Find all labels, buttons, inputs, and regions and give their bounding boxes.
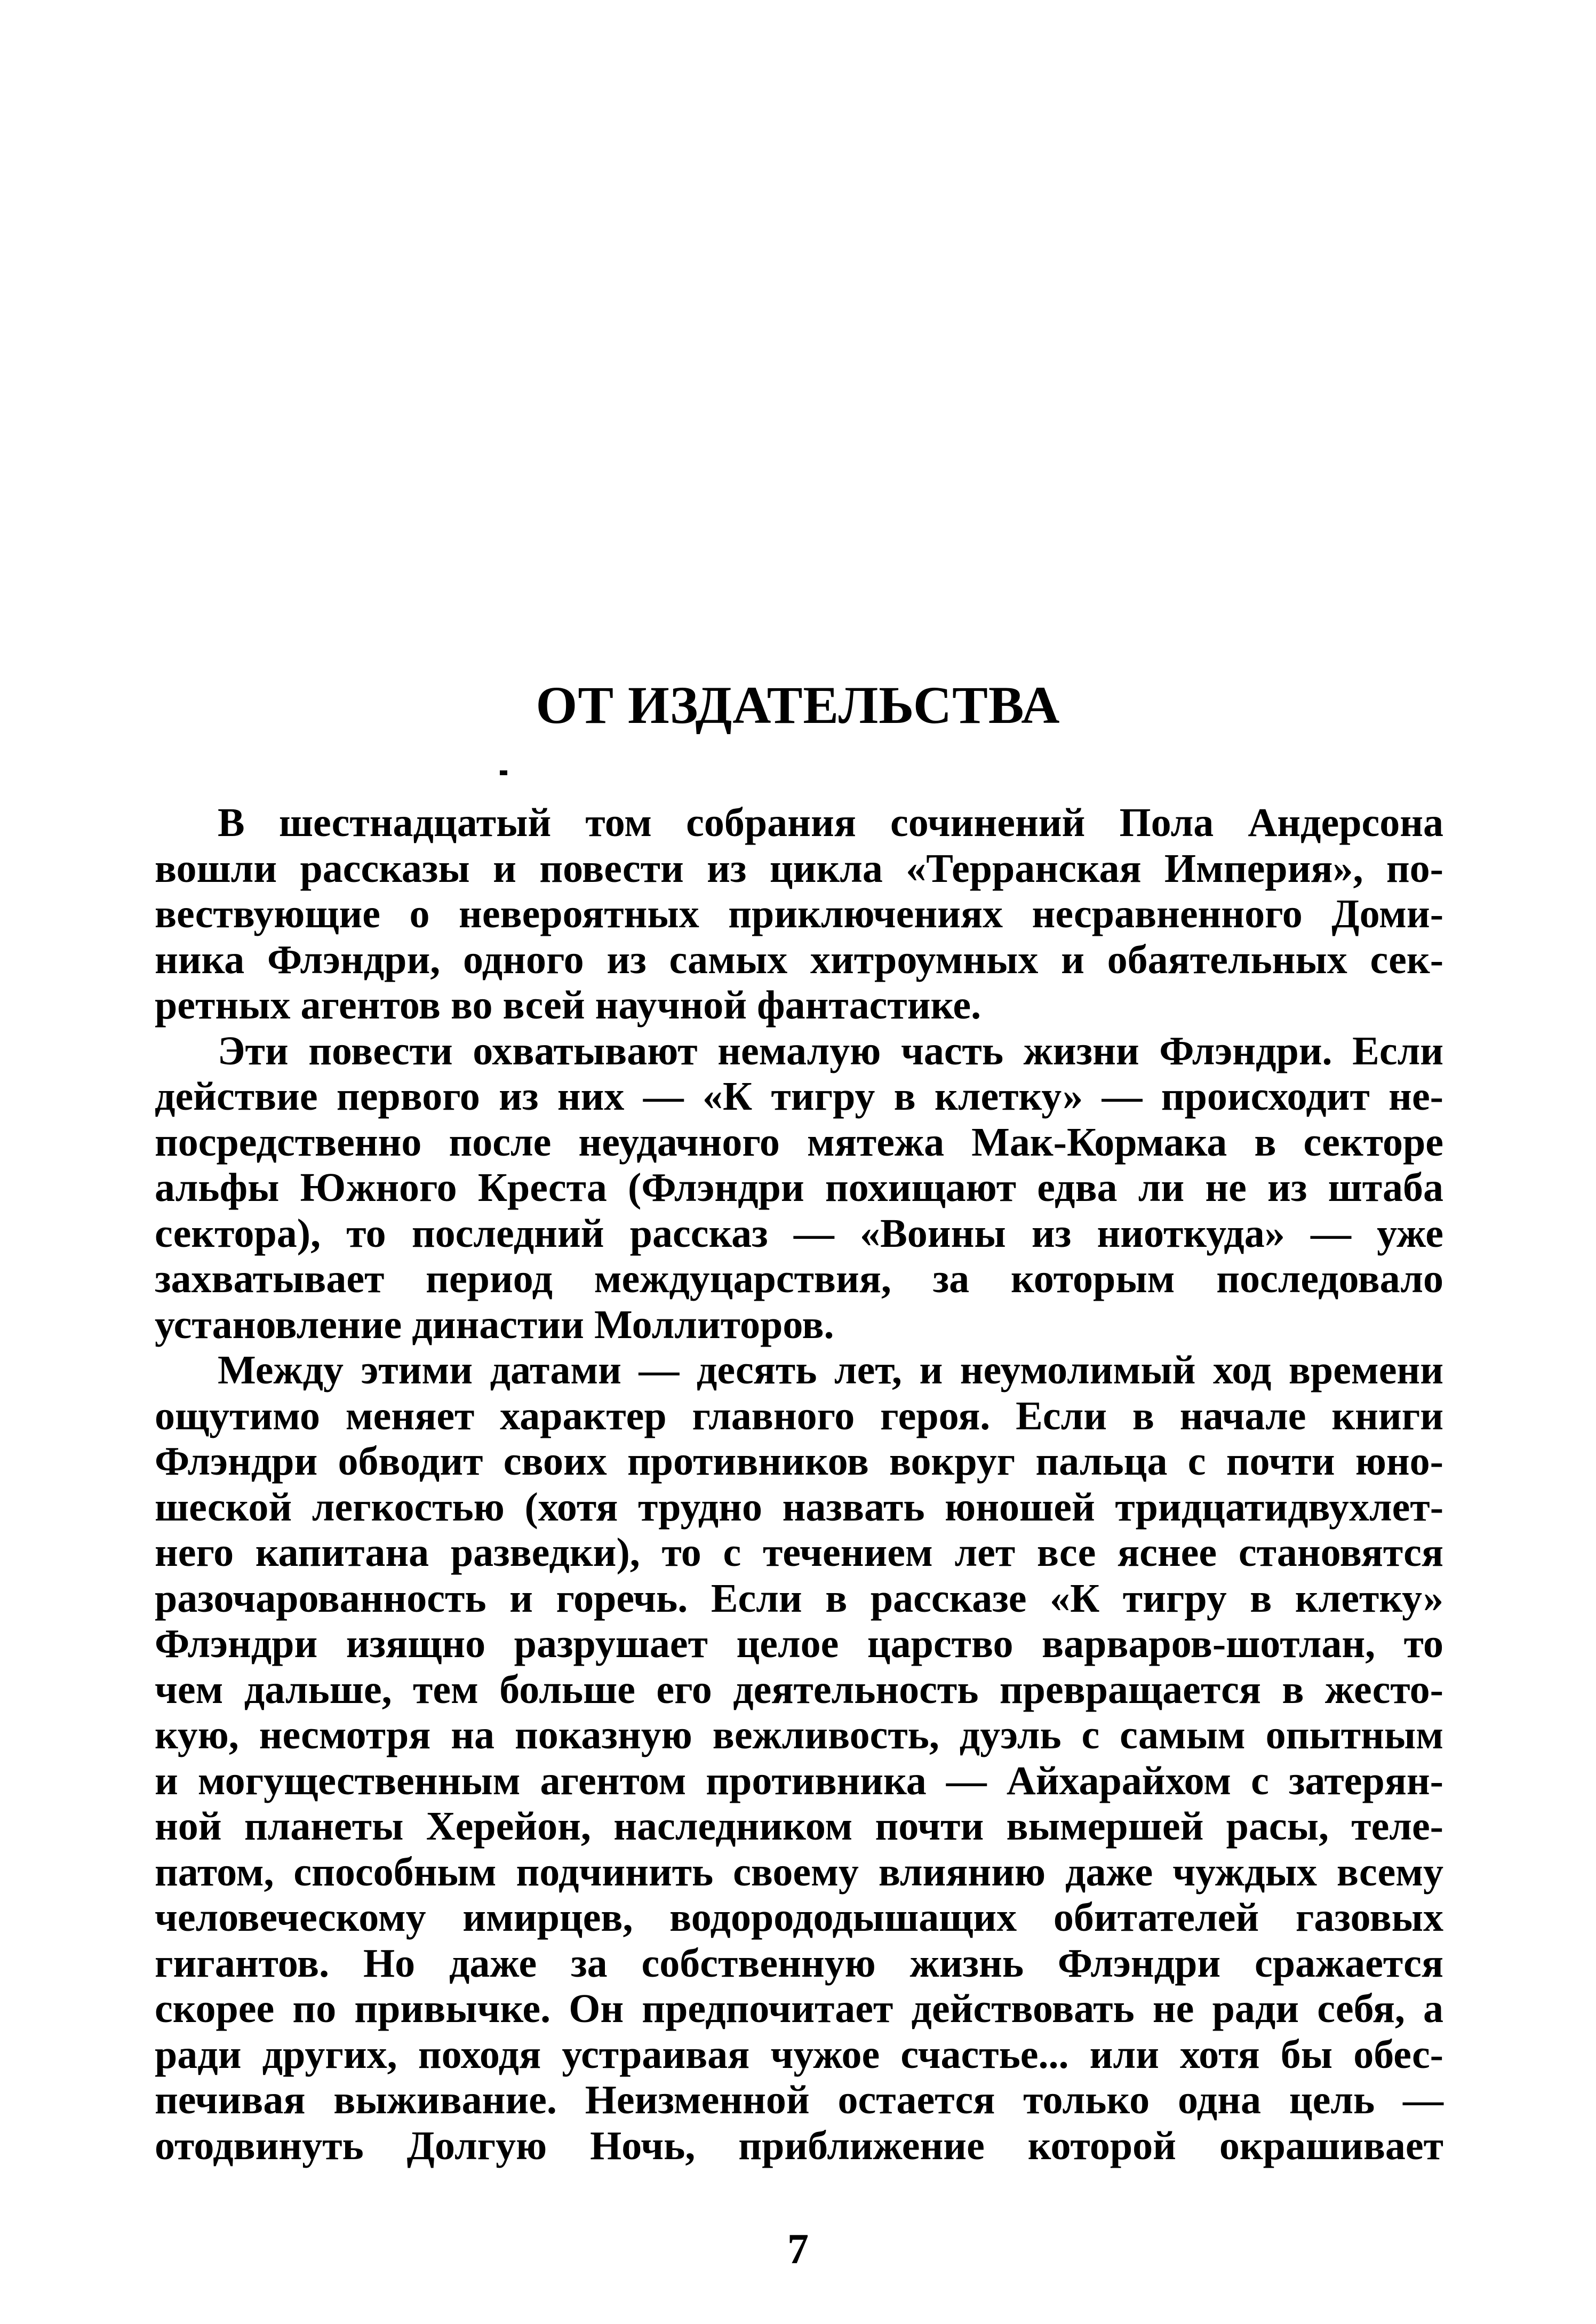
text-line: установление династии Моллиторов. (155, 1302, 834, 1347)
text-line: ника Флэндри, одного из самых хитроумных и обаятельных сек- (155, 937, 1443, 982)
ornament-dot (500, 770, 507, 775)
text-line: вествующие о невероятных приключениях несравненного Доми- (155, 892, 1443, 936)
text-line: посредственно после неудачного мятежа Мак-Кормака в секторе (155, 1119, 1443, 1165)
text-line: патом, способным подчинить своему влиянию даже чуждых всему (155, 1849, 1443, 1895)
text-line: захватывает период междуцарствия, за которым последовало (155, 1256, 1443, 1301)
text-line: Флэндри изящно разрушает целое царство варваров-шотлан, то (155, 1621, 1443, 1666)
text-line: скорее по привычке. Он предпочитает действовать не ради себя, а (155, 1986, 1443, 2031)
text-line: разочарованность и горечь. Если в рассказе «К тигру в клетку» (155, 1575, 1443, 1621)
text-line: Флэндри обводит своих противников вокруг пальца с почти юно- (155, 1439, 1443, 1484)
text-line: него капитана разведки), то с течением лет все яснее становятся (155, 1530, 1443, 1575)
text-line: В шестнадцатый том собрания сочинений Пола Андерсона (218, 800, 1443, 845)
text-line: печивая выживание. Неизменной остается только одна цель — (155, 2078, 1443, 2122)
text-line: и могущественным агентом противника — Айхарайхом с затерян- (155, 1758, 1443, 1803)
text-line: действие первого из них — «К тигру в клетку» — происходит не- (155, 1074, 1443, 1119)
text-line: ретных агентов во всей научной фантастике. (155, 983, 981, 1028)
text-line: Эти повести охватывают немалую часть жизни Флэндри. Если (218, 1028, 1443, 1073)
body-text (155, 800, 1443, 2169)
text-line: чем дальше, тем больше его деятельность превращается в жесто- (155, 1667, 1443, 1712)
page-number: 7 (787, 2226, 809, 2273)
text-line: кую, несмотря на показную вежливость, дуэль с самым опытным (155, 1713, 1443, 1757)
text-line: альфы Южного Креста (Флэндри похищают едва ли не из штаба (155, 1165, 1443, 1210)
text-line: гигантов. Но даже за собственную жизнь Флэндри сражается (155, 1940, 1443, 1986)
text-line: ради других, походя устраивая чужое счастье... или хотя бы обес- (155, 2032, 1443, 2077)
text-line: вошли рассказы и повести из цикла «Терранская Империя», по- (155, 846, 1443, 891)
paragraph (155, 1029, 1443, 1348)
text-line: ной планеты Херейон, наследником почти вымершей расы, теле- (155, 1804, 1443, 1849)
paragraph (155, 1348, 1443, 2169)
text-line: шеской легкостью (хотя трудно назвать юношей тридцатидвухлет- (155, 1484, 1443, 1530)
page-title: ОТ ИЗДАТЕЛЬСТВА (536, 675, 1060, 735)
text-line: отодвинуть Долгую Ночь, приближение которой окрашивает (155, 2123, 1443, 2168)
paragraph (155, 800, 1443, 1029)
text-line: Между этими датами — десять лет, и неумолимый ход времени (218, 1348, 1443, 1392)
text-line: ощутимо меняет характер главного героя. Если в начале книги (155, 1393, 1443, 1438)
text-line: человеческому имирцев, водорододышащих обитателей газовых (155, 1895, 1443, 1940)
text-line: сектора), то последний рассказ — «Воины из ниоткуда» — уже (155, 1211, 1443, 1256)
